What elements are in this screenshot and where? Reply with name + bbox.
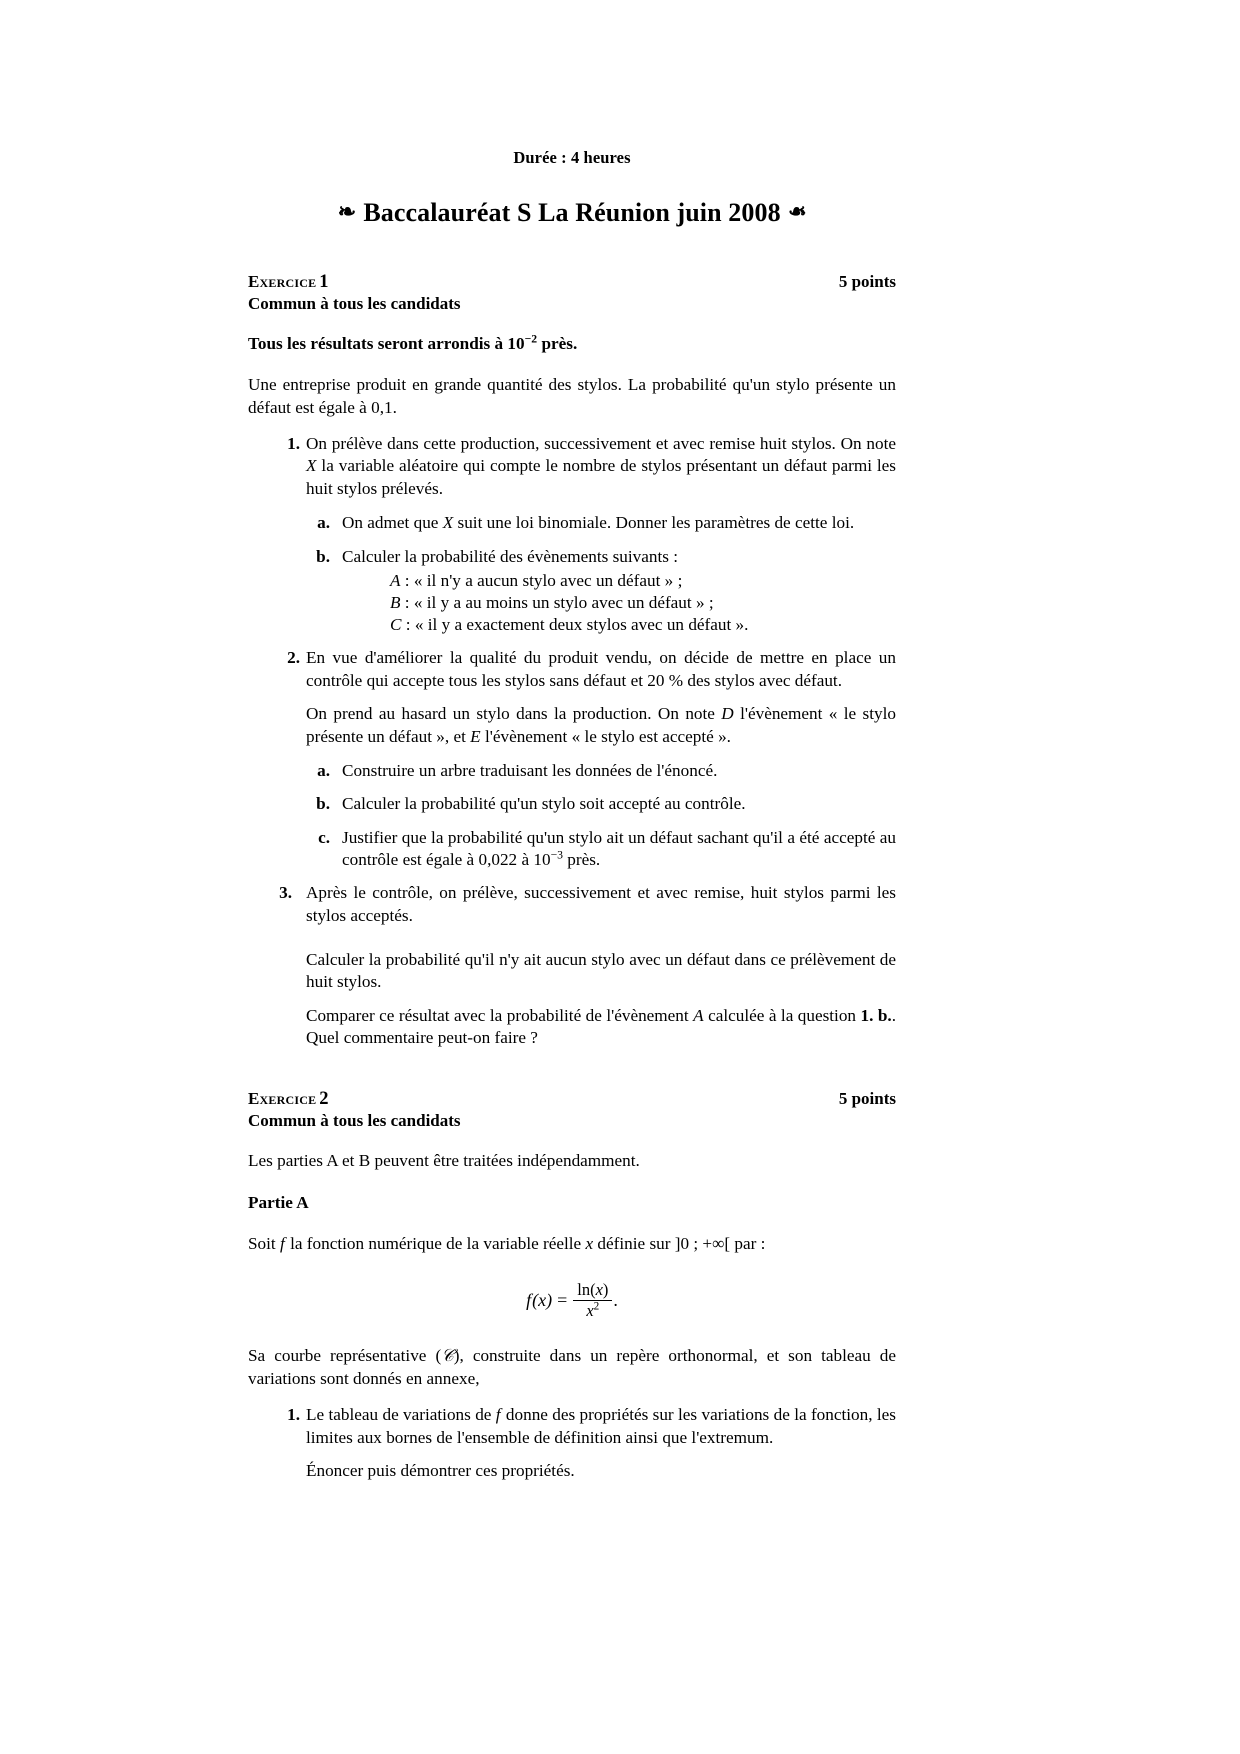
formula-ln: ln(: [577, 1279, 596, 1299]
exercise-2-audience: Commun à tous les candidats: [248, 1111, 461, 1131]
question-2-p2-c: l'évènement « le stylo est accepté ».: [480, 726, 731, 746]
question-1a: [306, 512, 896, 534]
exercise-1-intro: Une entreprise produit en grande quantité des stylos. La probabilité qu'un stylo présente un défaut est égale à 0,1.: [248, 375, 896, 417]
exercise-1-label: [248, 272, 329, 293]
question-1-text-b: la variable aléatoire qui compte le nombre de stylos présentant un défaut parmi les huit stylos prélevés.: [306, 456, 896, 498]
question-2c: [306, 827, 896, 872]
event-item-b: [390, 592, 896, 614]
function-variable: x: [585, 1234, 594, 1254]
event-text-a: : « il n'y a aucun stylo avec un défaut » ;: [400, 570, 683, 590]
exercise-2-number: 2: [319, 1089, 329, 1110]
exercise-1-name: Exercice: [248, 272, 317, 291]
question-2c-text-b: près.: [563, 849, 601, 869]
function-definition: [248, 1233, 896, 1255]
page-content: [248, 148, 896, 1482]
function-def-c: définie sur ]0 ; +∞[ par :: [593, 1234, 766, 1254]
question-3-p3-c: . Quel commentaire peut-on faire ?: [306, 1005, 896, 1048]
exercise-2-questions: [248, 1404, 896, 1482]
event-item-c: [390, 614, 896, 636]
exercise-separator: [248, 1049, 896, 1089]
question-3-p3-a: Comparer ce résultat avec la probabilité de l'évènement: [306, 1005, 694, 1025]
duration-line: Durée : 4 heures: [513, 148, 631, 167]
event-list: [342, 570, 896, 637]
formula-lhs-arg: (x): [532, 1289, 553, 1310]
rounding-note-pre: Tous les résultats seront arrondis à 10: [248, 334, 525, 353]
question-2-paragraph-2: [306, 703, 896, 748]
question-2: [248, 647, 896, 871]
question-2a-text: Construire un arbre traduisant les données de l'énoncé.: [342, 760, 718, 780]
question-2-p2-b: l'évènement « le stylo présente un défaut », et: [306, 704, 896, 746]
question-2-p2-a: On prend au hasard un stylo dans la production. On note: [306, 704, 722, 724]
question-1a-text-a: On admet que: [342, 513, 443, 533]
question-1: [248, 433, 896, 636]
question-2b: [306, 793, 896, 815]
question-1b: [306, 546, 896, 637]
exercise-2-points: 5 points: [838, 1089, 896, 1109]
formula-lhs-fn: f: [526, 1289, 532, 1310]
part-a-title: Partie A: [248, 1192, 309, 1212]
page-title-text: Baccalauréat S La Réunion juin 2008: [363, 198, 781, 227]
question-1a-marker: a.: [317, 513, 330, 533]
question-2-variable-e: E: [470, 726, 481, 746]
rounding-note: [248, 333, 896, 355]
formula-equals: =: [557, 1289, 568, 1310]
event-symbol-c: C: [390, 615, 402, 635]
question-2c-text-a: Justifier que la probabilité qu'un stylo ait un défaut sachant qu'il a été accepté au contrôle est égale à 0,022 à 10: [342, 827, 896, 869]
exercise-2-name: Exercice: [248, 1089, 317, 1109]
question-3-text: Après le contrôle, on prélève, successivement et avec remise, huit stylos parmi les stylos acceptés.: [306, 883, 896, 925]
exercise-1-points: 5 points: [838, 272, 896, 291]
function-def-a: Soit: [248, 1234, 280, 1254]
question-2-variable-d: D: [721, 704, 734, 724]
question-3-marker: 3.: [279, 883, 292, 903]
formula-fraction: [573, 1281, 612, 1321]
question-3-event-ref: A: [693, 1005, 704, 1025]
exercise-2-q1-text-b: donne des propriétés sur les variations de la fonction, les limites aux bornes de l'ensemble de définition ainsi que l'extremum.: [306, 1405, 896, 1447]
exercise-2-intro: Les parties A et B peuvent être traitées indépendamment.: [248, 1151, 640, 1171]
exercise-2-question-1-marker: 1.: [287, 1405, 300, 1425]
event-symbol-a: A: [390, 570, 401, 590]
exercise-2-question-1: [248, 1404, 896, 1482]
curve-desc-b: ), construite dans un repère orthonormal, et son tableau de variations sont donnés en annexe,: [248, 1346, 896, 1388]
question-2a: [306, 760, 896, 782]
rounding-note-exponent: −2: [524, 332, 538, 346]
formula-numerator: [573, 1281, 612, 1301]
curve-description: [248, 1345, 896, 1390]
question-1-marker: 1.: [287, 434, 300, 454]
function-symbol: f: [280, 1234, 285, 1254]
formula-ln-arg: x: [595, 1279, 603, 1299]
ornament-right-icon: ❧: [787, 199, 807, 224]
exercise-2-q1-text-a: Le tableau de variations de: [306, 1405, 496, 1425]
question-2b-text: Calculer la probabilité qu'un stylo soit accepté au contrôle.: [342, 794, 746, 814]
question-1a-variable: X: [442, 513, 454, 533]
question-1-variable: X: [306, 456, 317, 476]
question-3: [248, 882, 896, 1049]
exercise-2-q1-paragraph-2: Énoncer puis démontrer ces propriétés.: [306, 1460, 575, 1480]
page-title: [248, 198, 896, 228]
event-text-c: : « il y a exactement deux stylos avec un défaut ».: [401, 615, 749, 635]
question-2-marker: 2.: [287, 648, 300, 668]
exercise-1-header: [248, 272, 896, 293]
curve-desc-a: Sa courbe représentative (: [248, 1346, 442, 1366]
event-text-b: : « il y a au moins un stylo avec un défaut » ;: [400, 593, 714, 613]
question-2-text: En vue d'améliorer la qualité du produit vendu, on décide de mettre en place un contrôle qui accepte tous les stylos sans défaut et 20 % des stylos avec défaut.: [306, 648, 896, 690]
formula-den-var: x: [586, 1301, 594, 1321]
question-2c-marker: c.: [318, 827, 330, 847]
rounding-note-post: près.: [537, 334, 578, 353]
event-symbol-b: B: [390, 593, 401, 613]
exercise-2-label: [248, 1089, 329, 1110]
formula-f-of-x: [248, 1279, 896, 1322]
question-1-text-a: On prélève dans cette production, successivement et avec remise huit stylos. On note: [306, 434, 896, 454]
ornament-left-icon: ❧: [337, 199, 357, 224]
formula-ln-close: ): [602, 1279, 609, 1299]
formula-den-exponent: 2: [593, 1300, 600, 1313]
question-1a-text-b: suit une loi binomiale. Donner les paramètres de cette loi.: [453, 513, 855, 533]
question-3-p3-b: calculée à la question: [703, 1005, 861, 1025]
question-2a-marker: a.: [317, 760, 330, 780]
function-def-b: la fonction numérique de la variable réelle: [285, 1234, 586, 1254]
question-2c-exponent: −3: [550, 848, 563, 862]
exercise-1-questions: [248, 433, 896, 1049]
question-1-subitems: [306, 512, 896, 636]
exercise-1-audience: Commun à tous les candidats: [248, 294, 461, 313]
exercise-2-header: [248, 1089, 896, 1110]
question-3-paragraph-2: Calculer la probabilité qu'il n'y ait aucun stylo avec un défaut dans ce prélèvement de huit stylos.: [306, 950, 896, 992]
formula-trailing-period: .: [613, 1289, 618, 1310]
question-2b-marker: b.: [316, 794, 330, 814]
question-1b-marker: b.: [316, 546, 330, 566]
curve-symbol: 𝒞: [441, 1346, 454, 1366]
event-item-a: [390, 570, 896, 592]
question-3-paragraph-3: [306, 1005, 896, 1050]
question-3-question-ref: 1. b.: [860, 1005, 892, 1025]
question-1b-text: Calculer la probabilité des évènements suivants :: [342, 546, 679, 566]
exercise-1-number: 1: [319, 272, 329, 292]
exercise-2-q1-function: f: [495, 1405, 501, 1425]
question-2-subitems: [306, 760, 896, 871]
formula-denominator: [573, 1301, 612, 1320]
